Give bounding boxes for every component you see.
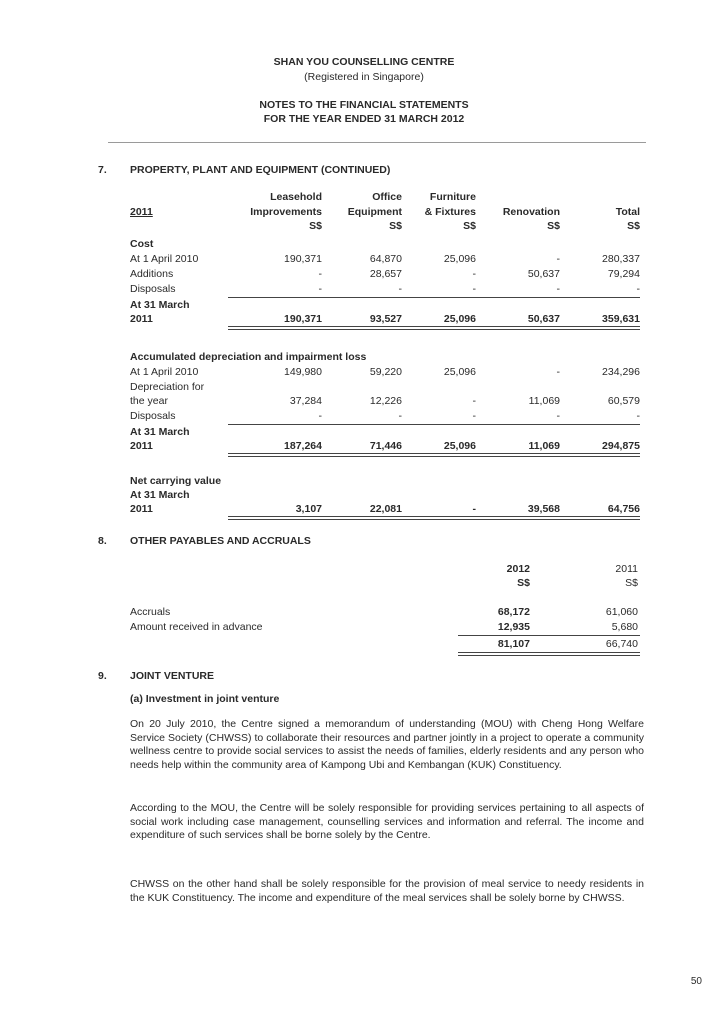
net-heading: Net carrying value	[130, 475, 222, 487]
section-9-title: JOINT VENTURE	[130, 670, 215, 682]
subtotal-rule	[228, 297, 640, 298]
cell-value: -	[636, 410, 640, 422]
total-value: 190,371	[284, 313, 322, 325]
total-value: 11,069	[528, 440, 560, 452]
col-header-unit: S$	[309, 220, 322, 232]
row-label: Additions	[130, 268, 174, 280]
row-label: Disposals	[130, 283, 176, 295]
total-value: 25,096	[443, 313, 476, 325]
cell-value: -	[556, 366, 560, 378]
cell-value: -	[472, 410, 476, 422]
total-value: 81,107	[497, 638, 530, 650]
col-header-unit: S$	[627, 220, 640, 232]
col-header-line2: Total	[615, 206, 640, 218]
cell-value: 64,870	[369, 253, 402, 265]
subtotal-rule	[458, 635, 640, 636]
cell-value: 280,337	[602, 253, 640, 265]
total-value: 50,637	[527, 313, 560, 325]
net-label: At 31 March	[130, 489, 190, 501]
paragraph: On 20 July 2010, the Centre signed a memorandum of understanding (MOU) with Cheng Hong Welfare Service Society (CHWSS) to collaborate their resources and partner jointly in a project to operate a community wellness centre to provide social services to assist the needs of families, elderly residents and any person who needs help within the community area of Kampong Ubi and Kembangan (KUK) Constituency.	[130, 718, 644, 771]
col-header-unit: S$	[547, 220, 560, 232]
paragraph: According to the MOU, the Centre will be solely responsible for providing services pertaining to all aspects of social work including case management, counselling services and information and referral. The income and expenditure of such services shall be borne solely by the Centre.	[130, 802, 644, 842]
cell-value: -	[472, 268, 476, 280]
col-header-line2: & Fixtures	[424, 206, 476, 218]
total-label: 2011	[130, 313, 153, 325]
period-title: FOR THE YEAR ENDED 31 MARCH 2012	[263, 113, 465, 125]
cell-value: -	[556, 253, 560, 265]
cell-value: -	[472, 283, 476, 295]
cell-value: -	[556, 283, 560, 295]
col-header-line1: Leasehold	[270, 191, 322, 203]
cell-value: -	[472, 395, 476, 407]
total-value: 93,527	[369, 313, 402, 325]
cell-value: 59,220	[369, 366, 402, 378]
total-double-rule	[228, 453, 640, 457]
cell-value: -	[556, 410, 560, 422]
row-label: At 1 April 2010	[130, 253, 199, 265]
section-9-number: 9.	[98, 670, 107, 682]
cell-value: -	[636, 283, 640, 295]
cell-value: 149,980	[284, 366, 322, 378]
cell-value: 12,226	[369, 395, 402, 407]
cell-value: 25,096	[443, 253, 476, 265]
cell-value: 50,637	[527, 268, 560, 280]
cell-value: 79,294	[607, 268, 640, 280]
total-value: 25,096	[443, 440, 476, 452]
net-value: 3,107	[295, 503, 322, 515]
col-unit: S$	[517, 577, 530, 589]
col-header-unit: S$	[389, 220, 402, 232]
page-number: 50	[690, 976, 702, 987]
cost-heading: Cost	[130, 238, 154, 250]
org-name: SHAN YOU COUNSELLING CENTRE	[273, 56, 455, 68]
total-value: 71,446	[369, 440, 402, 452]
total-value: 187,264	[284, 440, 322, 452]
cell-value: -	[398, 283, 402, 295]
col-header-line1: Furniture	[429, 191, 476, 203]
depreciation-heading: Accumulated depreciation and impairment loss	[130, 351, 367, 363]
section-9a-subtitle: (a) Investment in joint venture	[130, 693, 280, 705]
total-double-rule	[458, 652, 640, 656]
notes-title: NOTES TO THE FINANCIAL STATEMENTS	[259, 99, 469, 111]
subtotal-rule	[228, 424, 640, 425]
cell-value: 11,069	[528, 395, 560, 407]
total-label: 2011	[130, 440, 153, 452]
section-8-number: 8.	[98, 535, 107, 547]
net-value: 39,568	[527, 503, 560, 515]
registered-note: (Registered in Singapore)	[304, 71, 424, 83]
cell-value: 5,680	[611, 621, 638, 633]
cell-value: 60,579	[607, 395, 640, 407]
row-label: Disposals	[130, 410, 176, 422]
col-header-line2: Equipment	[347, 206, 402, 218]
cell-value: 25,096	[443, 366, 476, 378]
total-double-rule	[228, 516, 640, 520]
col-header-line2: Renovation	[502, 206, 560, 218]
total-value: 294,875	[602, 440, 640, 452]
total-label: At 31 March	[130, 299, 190, 311]
section-8-title: OTHER PAYABLES AND ACCRUALS	[130, 535, 311, 547]
net-label: 2011	[130, 503, 153, 515]
col-2011: 2011	[615, 563, 638, 575]
col-header-line2: Improvements	[250, 206, 322, 218]
net-value: 64,756	[607, 503, 640, 515]
cell-value: -	[398, 410, 402, 422]
row-label: Accruals	[130, 606, 171, 618]
col-header-unit: S$	[463, 220, 476, 232]
row-label: the year	[130, 395, 168, 407]
total-double-rule	[228, 326, 640, 330]
cell-value: -	[318, 283, 322, 295]
cell-value: -	[318, 410, 322, 422]
total-value: 66,740	[605, 638, 638, 650]
cell-value: 234,296	[602, 366, 640, 378]
header-divider	[108, 142, 646, 143]
row-label: At 1 April 2010	[130, 366, 199, 378]
row-label: Depreciation for	[130, 381, 205, 393]
cell-value: 28,657	[369, 268, 402, 280]
net-value: 22,081	[369, 503, 402, 515]
col-header-line1: Office	[372, 191, 402, 203]
cell-value: 12,935	[497, 621, 530, 633]
section-7-number: 7.	[98, 164, 107, 176]
table-year-label: 2011	[130, 206, 153, 218]
cell-value: 37,284	[289, 395, 322, 407]
total-label: At 31 March	[130, 426, 190, 438]
col-2012: 2012	[506, 563, 530, 575]
cell-value: -	[318, 268, 322, 280]
col-unit: S$	[625, 577, 638, 589]
cell-value: 190,371	[284, 253, 322, 265]
cell-value: 68,172	[497, 606, 530, 618]
section-7-title: PROPERTY, PLANT AND EQUIPMENT (CONTINUED)	[130, 164, 391, 176]
cell-value: 61,060	[605, 606, 638, 618]
net-value: -	[472, 503, 476, 515]
row-label: Amount received in advance	[130, 621, 263, 633]
total-value: 359,631	[602, 313, 640, 325]
paragraph: CHWSS on the other hand shall be solely responsible for the provision of meal service to needy residents in the KUK Constituency. The income and expenditure of the meal services shall be solely borne by CHWSS.	[130, 878, 644, 904]
